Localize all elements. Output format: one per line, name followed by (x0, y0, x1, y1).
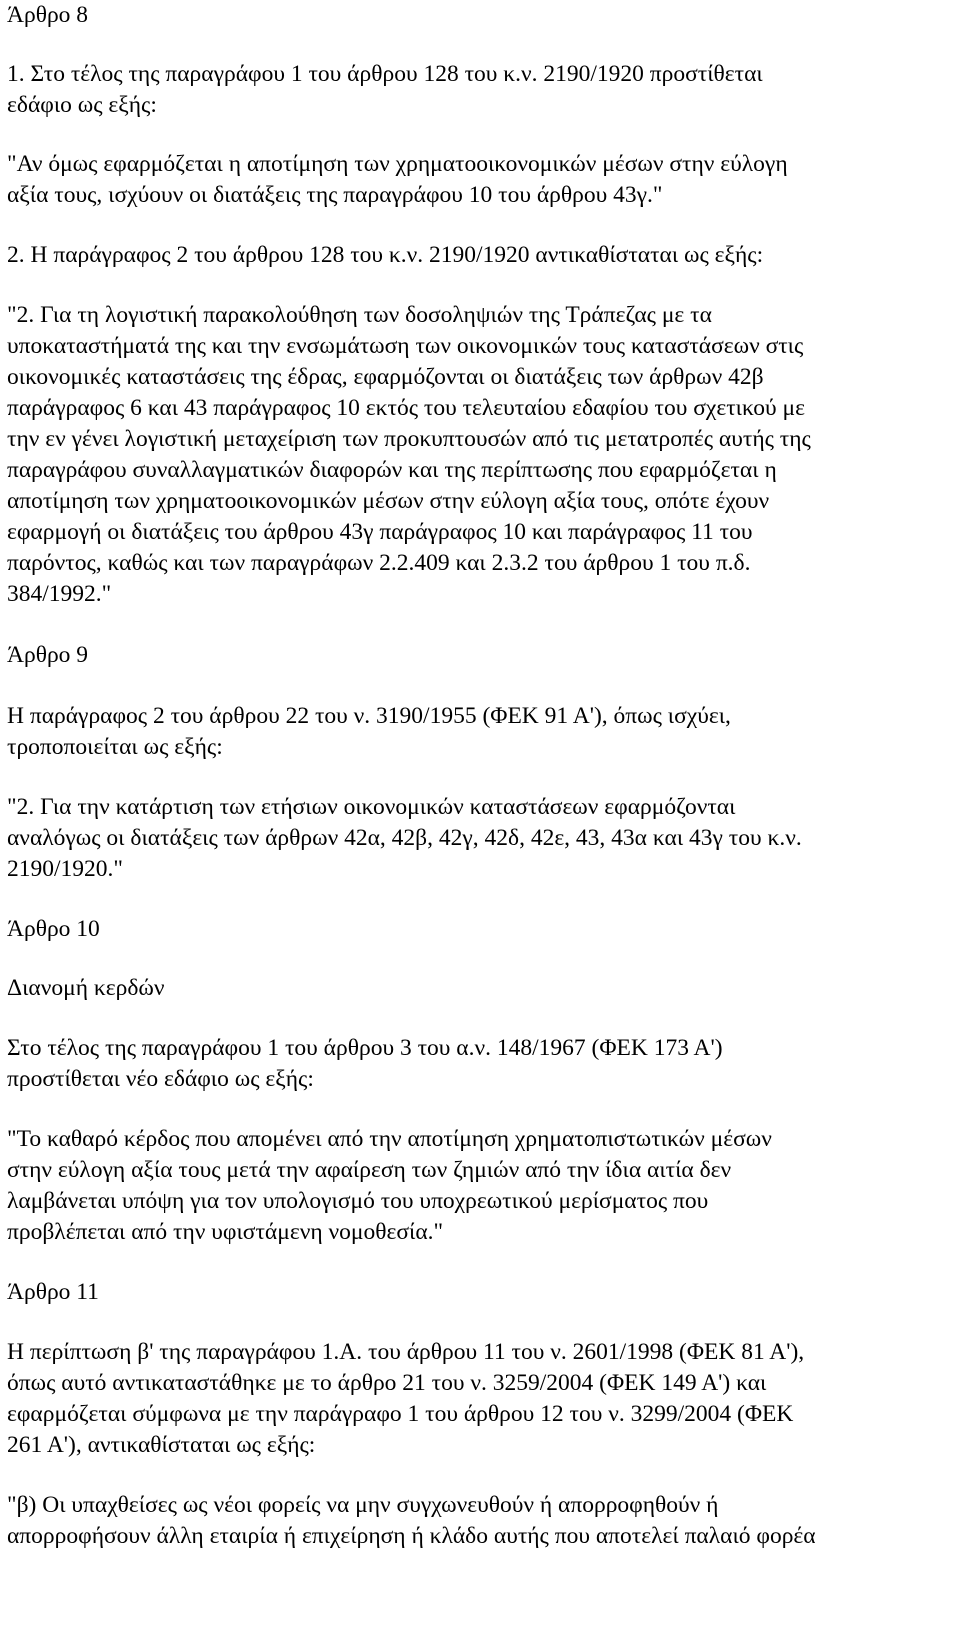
quoted-line: αξία τους, ισχύουν οι διατάξεις της παραγράφου 10 του άρθρου 43γ." (7, 182, 663, 208)
quoted-line: "β) Οι υπαχθείσες ως νέοι φορείς να μην συγχωνευθούν ή απορροφηθούν ή (7, 1492, 719, 1518)
article-heading: Άρθρο 10 (7, 916, 100, 942)
quoted-line: υποκαταστήματά της και την ενσωμάτωση των οικονομικών τους καταστάσεων στις (7, 333, 804, 359)
quoted-line: 2190/1920." (7, 856, 123, 882)
quoted-line: "2. Για την κατάρτιση των ετήσιων οικονομικών καταστάσεων εφαρμόζονται (7, 794, 736, 820)
quoted-line: οικονομικές καταστάσεις της έδρας, εφαρμόζονται οι διατάξεις των άρθρων 42β (7, 364, 764, 390)
article-heading: Άρθρο 11 (7, 1279, 99, 1305)
paragraph-line: όπως αυτό αντικαταστάθηκε με το άρθρο 21 του ν. 3259/2004 (ΦΕΚ 149 Α') και (7, 1370, 767, 1396)
quoted-line: 384/1992." (7, 581, 112, 607)
quoted-line: προβλέπεται από την υφιστάμενη νομοθεσία." (7, 1219, 444, 1245)
quoted-line: εφαρμογή οι διατάξεις του άρθρου 43γ παράγραφος 10 και παράγραφος 11 του (7, 519, 753, 545)
quoted-line: απορροφήσουν άλλη εταιρία ή επιχείρηση ή κλάδο αυτής που αποτελεί παλαιό φορέα (7, 1523, 816, 1549)
quoted-line: αποτίμηση των χρηματοοικονομικών μέσων στην εύλογη αξία τους, οπότε έχουν (7, 488, 770, 514)
quoted-line: "Το καθαρό κέρδος που απομένει από την αποτίμηση χρηματοπιστωτικών μέσων (7, 1126, 772, 1152)
quoted-line: παρόντος, καθώς και των παραγράφων 2.2.409 και 2.3.2 του άρθρου 1 του π.δ. (7, 550, 751, 576)
quoted-line: την εν γένει λογιστική μεταχείριση των προκυπτουσών από τις μετατροπές αυτής της (7, 426, 811, 452)
paragraph-line: Η περίπτωση β' της παραγράφου 1.Α. του άρθρου 11 του ν. 2601/1998 (ΦΕΚ 81 Α'), (7, 1339, 805, 1365)
paragraph-line: 261 Α'), αντικαθίσταται ως εξής: (7, 1432, 316, 1458)
quoted-line: παράγραφος 6 και 43 παράγραφος 10 εκτός του τελευταίου εδαφίου του σχετικού με (7, 395, 806, 421)
article-subheading: Διανομή κερδών (7, 975, 165, 1001)
article-heading: Άρθρο 8 (7, 2, 89, 28)
paragraph-line: εφαρμόζεται σύμφωνα με την παράγραφο 1 του άρθρου 12 του ν. 3299/2004 (ΦΕΚ (7, 1401, 794, 1427)
paragraph-line: 2. Η παράγραφος 2 του άρθρου 128 του κ.ν. 2190/1920 αντικαθίσταται ως εξής: (7, 242, 764, 268)
quoted-line: "Αν όμως εφαρμόζεται η αποτίμηση των χρηματοοικονομικών μέσων στην εύλογη (7, 151, 788, 177)
paragraph-line: τροποποιείται ως εξής: (7, 734, 223, 760)
quoted-line: παραγράφου συναλλαγματικών διαφορών και της περίπτωσης που εφαρμόζεται η (7, 457, 777, 483)
paragraph-line: εδάφιο ως εξής: (7, 92, 157, 118)
paragraph-line: 1. Στο τέλος της παραγράφου 1 του άρθρου 128 του κ.ν. 2190/1920 προστίθεται (7, 61, 763, 87)
paragraph-line: Η παράγραφος 2 του άρθρου 22 του ν. 3190/1955 (ΦΕΚ 91 Α'), όπως ισχύει, (7, 703, 731, 729)
quoted-line: λαμβάνεται υπόψη για τον υπολογισμό του υποχρεωτικού μερίσματος που (7, 1188, 709, 1214)
quoted-line: στην εύλογη αξία τους μετά την αφαίρεση των ζημιών από την ίδια αιτία δεν (7, 1157, 732, 1183)
paragraph-line: Στο τέλος της παραγράφου 1 του άρθρου 3 του α.ν. 148/1967 (ΦΕΚ 173 Α') (7, 1035, 723, 1061)
paragraph-line: προστίθεται νέο εδάφιο ως εξής: (7, 1066, 314, 1092)
quoted-line: αναλόγως οι διατάξεις των άρθρων 42α, 42β, 42γ, 42δ, 42ε, 43, 43α και 43γ του κ.ν. (7, 825, 802, 851)
quoted-line: "2. Για τη λογιστική παρακολούθηση των δοσοληψιών της Τράπεζας με τα (7, 302, 712, 328)
article-heading: Άρθρο 9 (7, 642, 89, 668)
